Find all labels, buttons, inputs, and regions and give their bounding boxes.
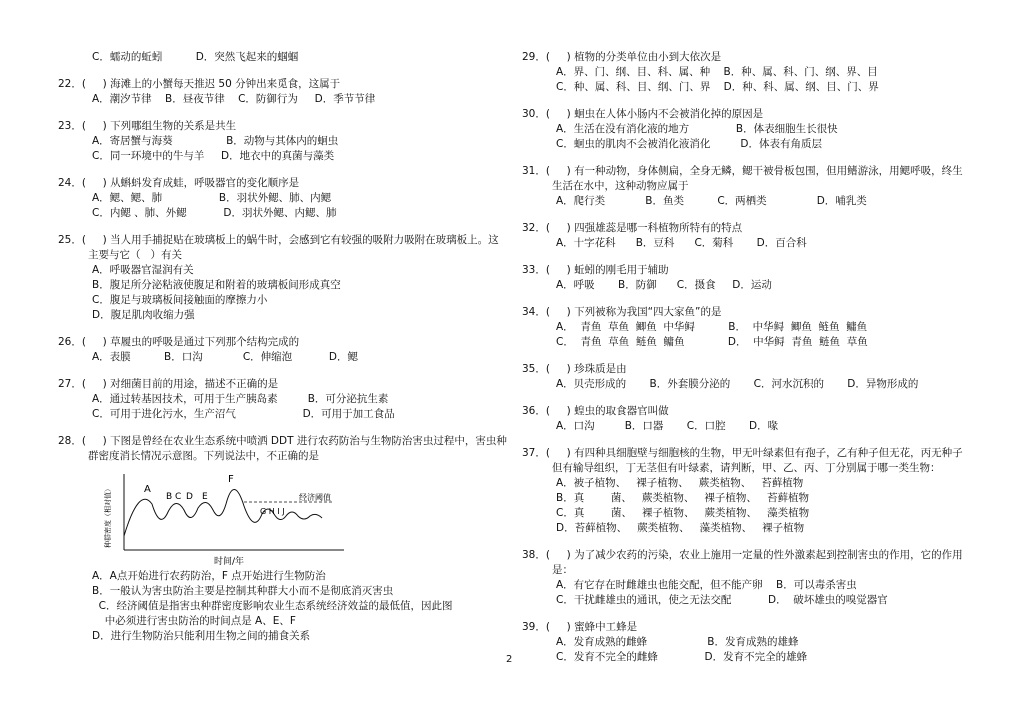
- question-text: 33．( ) 蚯蚓的刚毛用于辅助: [522, 264, 669, 276]
- question-text: 24．( ) 从蝌蚪发育成蛙，呼吸器官的变化顺序是: [58, 177, 300, 189]
- question-text: 39．( ) 蜜蜂中工蜂是: [522, 621, 638, 633]
- question-q22: [58, 77, 498, 107]
- question-text: 36．( ) 蝗虫的取食器官叫做: [522, 405, 669, 417]
- question-q28: [58, 434, 507, 464]
- question-text: 34．( ) 下列被称为我国“四大家鱼”的是: [522, 306, 722, 318]
- point-label: A: [144, 484, 151, 495]
- question-text: 主要与它（ ）有关: [88, 249, 183, 261]
- point-label: E: [202, 492, 208, 502]
- answer-option: A．生活在没有消化液的地方 B．体表细胞生长很快: [556, 123, 838, 135]
- answer-option: A．潮汐节律 B．昼夜节律 C．防御行为 D．季节节律: [92, 93, 376, 105]
- answer-option: C．蛔虫的肌肉不会被消化液消化 D．体表有角质层: [556, 138, 822, 150]
- question-text: 25．( ) 当人用手捕捉贴在玻璃板上的蜗牛时，会感到它有较强的吸附力吸附在玻璃板上。这: [58, 234, 499, 246]
- question-text: 23．( ) 下列哪组生物的关系是共生: [58, 120, 237, 132]
- question-q30: [522, 107, 982, 152]
- question-q25: [58, 233, 498, 323]
- pest-density-graph: [94, 466, 364, 566]
- question-q33: [522, 263, 982, 293]
- point-label: G H I J: [260, 507, 285, 516]
- question-text: 37．( ) 有四种具细胞壁与细胞核的生物，甲无叶绿素但有孢子，乙有种子但无花，丙无种子: [522, 447, 963, 459]
- answer-option: D．腹足肌肉收缩力强: [92, 309, 195, 321]
- answer-option: A．口沟 B．口器 C．口腔 D．喙: [556, 420, 779, 432]
- question-text: 29．( ) 植物的分类单位由小到大依次是: [522, 51, 722, 63]
- question-text: 群密度消长情况示意图。下列说法中，不正确的是: [88, 450, 319, 462]
- question-q28opts: [58, 569, 498, 644]
- question-q24: [58, 176, 498, 221]
- answer-option: A．寄居蟹与海葵 B．动物与其体内的蛔虫: [92, 135, 339, 147]
- question-q31: [522, 164, 982, 209]
- answer-option: A．A点开始进行农药防治，F 点开始进行生物防治: [92, 570, 326, 582]
- answer-option: C．发育不完全的雌蜂 D．发育不完全的雄蜂: [556, 651, 808, 663]
- threshold-label: 经济阈值: [299, 493, 331, 502]
- question-text: 32．( ) 四强雄蕊是哪一科植物所特有的特点: [522, 222, 743, 234]
- question-text: 27．( ) 对细菌目前的用途，描述不正确的是: [58, 378, 279, 390]
- right-column: [522, 50, 982, 677]
- answer-option: A．鳃、鳃、肺 B．羽状外鳃、肺、内鳃: [92, 192, 332, 204]
- question-text: 22．( ) 海滩上的小蟹每天推迟 50 分钟出来觅食，这属于: [58, 78, 341, 90]
- question-text: 生活在水中，这种动物应属于: [552, 180, 689, 192]
- question-text: 31．( ) 有一种动物，身体侧扁，全身无鳞，鳃干被骨板包围，但用鳍游泳，用鳃呼吸，终生: [522, 165, 963, 177]
- question-q32: [522, 221, 982, 251]
- answer-option: A．贝壳形成的 B．外套膜分泌的 C．河水沉积的 D．异物形成的: [556, 378, 919, 390]
- question-text: 但有输导组织，丁无茎但有叶绿素，请判断，甲、乙、丙、丁分别属于哪一类生物：: [552, 462, 941, 474]
- answer-option: C．种、属、科、目、纲、门、界 D．种、科、属、纲、目、门、界: [556, 81, 879, 93]
- answer-option: A．被子植物、 裸子植物、 蕨类植物、 苔藓植物: [556, 477, 804, 489]
- point-label: B C: [166, 492, 182, 502]
- answer-option: B．一般认为害虫防治主要是控制其种群大小而不是彻底消灭害虫: [92, 585, 394, 597]
- answer-option: A．呼吸 B．防御 C．摄食 D．运动: [556, 279, 772, 291]
- answer-option: C．真 菌、 裸子植物、 蕨类植物、 藻类植物: [556, 507, 810, 519]
- question-text: 30．( ) 蛔虫在人体小肠内不会被消化掉的原因是: [522, 108, 764, 120]
- question-text: 38．( ) 为了减少农药的污染，农业上施用一定量的性外激素起到控制害虫的作用，它的作用: [522, 549, 963, 561]
- answer-option: A．爬行类 B．鱼类 C．两栖类 D．哺乳类: [556, 195, 867, 207]
- question-q29: [522, 50, 982, 95]
- point-label: D: [186, 492, 193, 502]
- left-column: [58, 50, 507, 656]
- question-text: 28．( ) 下图是曾经在农业生态系统中喷洒 DDT 进行农药防治与生物防治害虫过程中，害虫种: [58, 435, 507, 447]
- answer-option: A． 青鱼 草鱼 鲫鱼 中华鲟 B． 中华鲟 鲫鱼 鲢鱼 鳙鱼: [556, 321, 868, 333]
- question-q37: [522, 446, 982, 536]
- answer-option: D．进行生物防治只能利用生物之间的捕食关系: [92, 630, 311, 642]
- answer-option: C．可用于进化污水，生产沼气 D．可用于加工食品: [92, 408, 395, 420]
- page-number: 2: [506, 654, 513, 665]
- answer-option: A．界、门、纲、目、科、属、种 B．种、属、科、门、纲、界、目: [556, 66, 878, 78]
- question-text: 中必须进行害虫防治的时间点是 A、E、F: [88, 615, 296, 627]
- question-q35: [522, 362, 982, 392]
- y-axis-label: 种群密度（相对值）: [104, 485, 112, 548]
- answer-option: A．表膜 B．口沟 C．伸缩泡 D．鳃: [92, 351, 358, 363]
- answer-option: A．发育成熟的雌蜂 B．发育成熟的雄蜂: [556, 636, 799, 648]
- question-q36: [522, 404, 982, 434]
- question-q26: [58, 335, 498, 365]
- answer-option: C．干扰雌雄虫的通讯，使之无法交配 D． 破坏雄虫的嗅觉器官: [556, 594, 888, 606]
- question-q39: [522, 620, 982, 665]
- question-text: 26．( ) 草履虫的呼吸是通过下列那个结构完成的: [58, 336, 300, 348]
- answer-option: C．同一环境中的牛与羊 D．地衣中的真菌与藻类: [92, 150, 335, 162]
- x-axis-label: 时间/年: [214, 557, 245, 566]
- question-q34: [522, 305, 982, 350]
- answer-option: D．苔藓植物、 蕨类植物、 藻类植物、 裸子植物: [556, 522, 805, 534]
- answer-option: C．蠕动的蚯蚓 D．突然飞起来的蝈蝈: [92, 51, 299, 63]
- question-q23: [58, 119, 498, 164]
- answer-option: C．腹足与玻璃板间接触面的摩擦力小: [92, 294, 268, 306]
- point-label: F: [228, 474, 234, 485]
- answer-option: B．真 菌、 蕨类植物、 裸子植物、 苔藓植物: [556, 492, 809, 504]
- answer-option: A．十字花科 B．豆科 C．菊科 D．百合科: [556, 237, 807, 249]
- answer-option: B．腹足所分泌粘液使腹足和附着的玻璃板间形成真空: [92, 279, 341, 291]
- answer-option: A．通过转基因技术，可用于生产胰岛素 B．可分泌抗生素: [92, 393, 389, 405]
- question-q21tail: [58, 50, 498, 65]
- answer-option: C． 青鱼 草鱼 鲢鱼 鳙鱼 D． 中华鲟 青鱼 鲢鱼 草鱼: [556, 336, 868, 348]
- answer-option: A．有它存在时雌雄虫也能交配，但不能产卵 B．可以毒杀害虫: [556, 579, 857, 591]
- answer-option: C．内鳃 、肺、外鳃 D．羽状外鳃、内鳃、肺: [92, 207, 337, 219]
- answer-option: C．经济阈值是指害虫种群密度影响农业生态系统经济效益的最低值，因此图: [92, 600, 453, 612]
- question-text: 是：: [552, 564, 573, 576]
- question-q27: [58, 377, 498, 422]
- question-q38: [522, 548, 982, 608]
- answer-option: A．呼吸器官湿润有关: [92, 264, 194, 276]
- question-text: 35．( ) 珍珠质是由: [522, 363, 627, 375]
